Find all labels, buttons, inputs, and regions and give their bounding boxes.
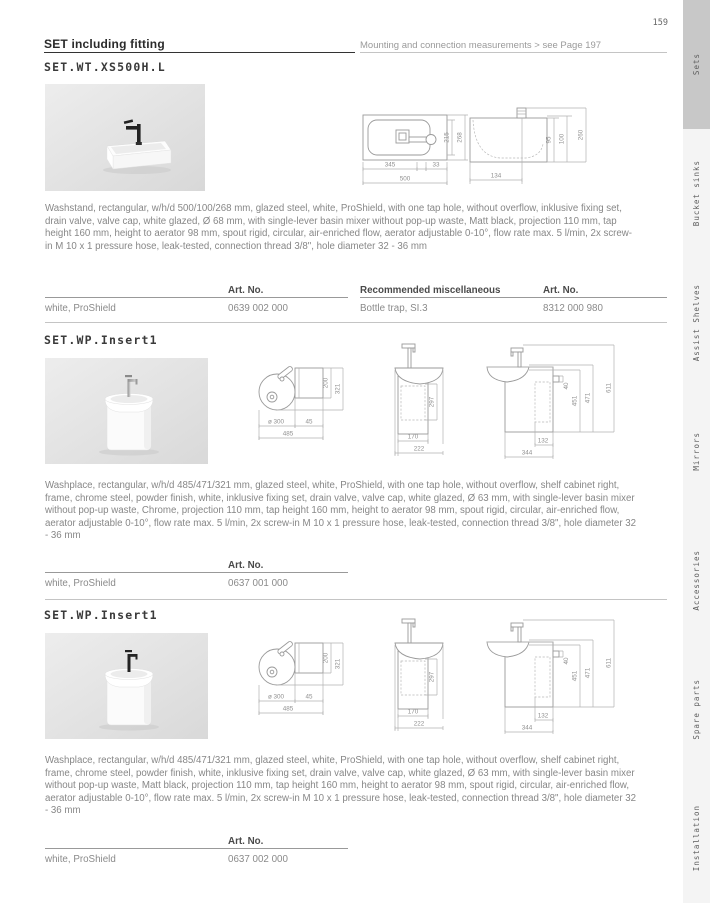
art-no-cell-1: 0639 002 000	[228, 303, 288, 314]
svg-text:ø 300: ø 300	[267, 418, 285, 426]
svg-text:451: 451	[571, 670, 579, 682]
sidebar-tab-mirrors[interactable]	[683, 387, 710, 516]
svg-text:485: 485	[282, 430, 294, 438]
svg-text:222: 222	[413, 720, 425, 728]
sidebar-tab-label: Mirrors	[692, 432, 701, 471]
product-photo-washstand	[45, 84, 205, 191]
drawing-washplace-top-view	[252, 617, 362, 722]
drawing-washplace-top-view	[252, 342, 362, 447]
art-no-cell-3: 0637 002 000	[228, 854, 288, 865]
sidebar-tab-label: Bucket sinks	[692, 160, 701, 227]
svg-text:297: 297	[428, 671, 436, 683]
misc-art-no-header-1: Art. No.	[543, 285, 579, 296]
product-description-2: Washplace, rectangular, w/h/d 485/471/321 mm, glazed steel, white, ProShield, with one tap hole, without overflow, shelf cabinet right, frame, chrome steel, powder finish, white, inklusive fixing set, drain valve, valve cap, white glazed, Ø 63 mm, with single-lever basin mixer without pop-up waste, Chrome, projection 110 mm, tap height 160 mm, height to aerator 98 mm, spout rigid, circular, air-enriched flow, aerator adjustable 0-10°, flow rate max. 5 l/min, 2x screw-in M 10 x 1 pressure hose, leak-tested, connection thread 3/8", hole diameter 32 - 36 mm	[45, 480, 637, 542]
drawing-washplace-front-view	[390, 615, 485, 737]
svg-text:40: 40	[563, 657, 570, 665]
svg-text:45: 45	[305, 693, 313, 701]
svg-text:134: 134	[490, 172, 502, 180]
svg-text:100: 100	[558, 133, 566, 145]
svg-text:345: 345	[384, 161, 396, 169]
drawing-washplace-front-view	[390, 340, 485, 462]
drawing-washplace-side-view	[485, 611, 630, 736]
svg-text:132: 132	[537, 437, 549, 445]
product-description-1: Washstand, rectangular, w/h/d 500/100/268 mm, glazed steel, white, ProShield, with one tap hole, without overflow, inklusive fixing set, drain valve, valve cap, white glazed, Ø 68 mm, with single-lever basin mixer without pop-up waste, Matt black, projection 110 mm, tap height 160 mm, height to aerator 98 mm, spout rigid, circular, air-enriched flow, aerator adjustable 0-10°, flow rate max. 5 l/min, 2x screw-in M 10 x 1 pressure hose, leak-tested, connection thread 3/8", hole diameter 32 - 36 mm	[45, 203, 633, 252]
product-description-3: Washplace, rectangular, w/h/d 485/471/321 mm, glazed steel, white, ProShield, with one tap hole, without overflow, shelf cabinet right, frame, chrome steel, powder finish, white, inklusive fixing set, drain valve, valve cap, white glazed, Ø 63 mm, with single-lever basin mixer without pop-up waste, Matt black, projection 110 mm, tap height 160 mm, height to aerator 98 mm, spout rigid, circular, air-enriched flow, aerator adjustable 0-10°, flow rate max. 5 l/min, 2x screw-in M 10 x 1 pressure hose, leak-tested, connection thread 3/8", hole diameter 32 - 36 mm	[45, 755, 637, 817]
svg-text:611: 611	[605, 657, 613, 669]
art-no-header-2: Art. No.	[228, 560, 264, 571]
svg-text:170: 170	[407, 708, 419, 716]
header-note: Mounting and connection measurements > see Page 197	[360, 40, 602, 51]
section-tabs-sidebar	[683, 0, 710, 903]
table1-header-rule-left	[45, 297, 348, 298]
drawing-washplace-side-view	[485, 336, 630, 461]
variant-cell-2: white, ProShield	[45, 578, 116, 589]
svg-text:297: 297	[428, 396, 436, 408]
sidebar-tab-sets[interactable]	[683, 0, 710, 129]
svg-text:268: 268	[456, 132, 464, 143]
table1-header-rule-right	[360, 297, 667, 298]
product-photo-washplace-chrome	[45, 358, 208, 464]
product-code-3: SET.WP.Insert1	[44, 608, 158, 622]
svg-text:200: 200	[322, 377, 330, 389]
misc-header-1: Recommended miscellaneous	[360, 285, 501, 296]
svg-text:500: 500	[399, 175, 411, 183]
product-code-1: SET.WT.XS500H.L	[44, 60, 166, 74]
sidebar-tab-label: Spare parts	[692, 679, 701, 740]
svg-text:485: 485	[282, 705, 294, 713]
header-rule-right	[360, 52, 667, 53]
svg-text:215: 215	[443, 132, 451, 143]
svg-text:95: 95	[545, 136, 553, 144]
sidebar-tab-installation[interactable]	[683, 774, 710, 903]
variant-cell-1: white, ProShield	[45, 303, 116, 314]
sidebar-tab-label: Sets	[692, 53, 701, 76]
svg-text:344: 344	[521, 724, 533, 732]
svg-text:344: 344	[521, 449, 533, 457]
svg-text:45: 45	[305, 418, 313, 426]
table2-header-rule	[45, 572, 348, 573]
art-no-cell-2: 0637 001 000	[228, 578, 288, 589]
sidebar-tab-label: Accessories	[692, 550, 701, 611]
svg-text:471: 471	[584, 392, 592, 404]
svg-text:611: 611	[605, 382, 613, 394]
table1-bottom-rule	[45, 322, 667, 323]
sidebar-tab-label: Assist Shelves	[692, 283, 701, 362]
svg-text:321: 321	[334, 383, 342, 395]
svg-text:222: 222	[413, 445, 425, 453]
svg-text:471: 471	[584, 667, 592, 679]
svg-text:321: 321	[334, 658, 342, 670]
misc-art-no-cell-1: 8312 000 980	[543, 303, 603, 314]
svg-text:ø 300: ø 300	[267, 693, 285, 701]
sidebar-tab-spare-parts[interactable]	[683, 645, 710, 774]
table2-bottom-rule	[45, 599, 667, 600]
page-number: 159	[652, 18, 668, 28]
header-rule-left	[44, 52, 355, 53]
sidebar-tab-label: Installation	[692, 805, 701, 872]
product-photo-washplace-black	[45, 633, 208, 739]
svg-text:200: 200	[322, 652, 330, 664]
sidebar-tab-assist-shelves[interactable]	[683, 258, 710, 387]
svg-text:170: 170	[407, 433, 419, 441]
sidebar-tab-accessories[interactable]	[683, 516, 710, 645]
misc-item-cell-1: Bottle trap, SI.3	[360, 303, 428, 314]
product-code-2: SET.WP.Insert1	[44, 333, 158, 347]
svg-text:451: 451	[571, 395, 579, 407]
svg-text:132: 132	[537, 712, 549, 720]
drawing-washstand-side-view	[462, 103, 607, 198]
table3-header-rule	[45, 848, 348, 849]
svg-text:40: 40	[563, 382, 570, 390]
svg-text:260: 260	[577, 129, 585, 141]
sidebar-tab-bucket-sinks[interactable]	[683, 129, 710, 258]
art-no-header-3: Art. No.	[228, 836, 264, 847]
svg-text:33: 33	[432, 161, 440, 169]
art-no-header-1: Art. No.	[228, 285, 264, 296]
variant-cell-3: white, ProShield	[45, 854, 116, 865]
page-title: SET including fitting	[44, 37, 165, 51]
